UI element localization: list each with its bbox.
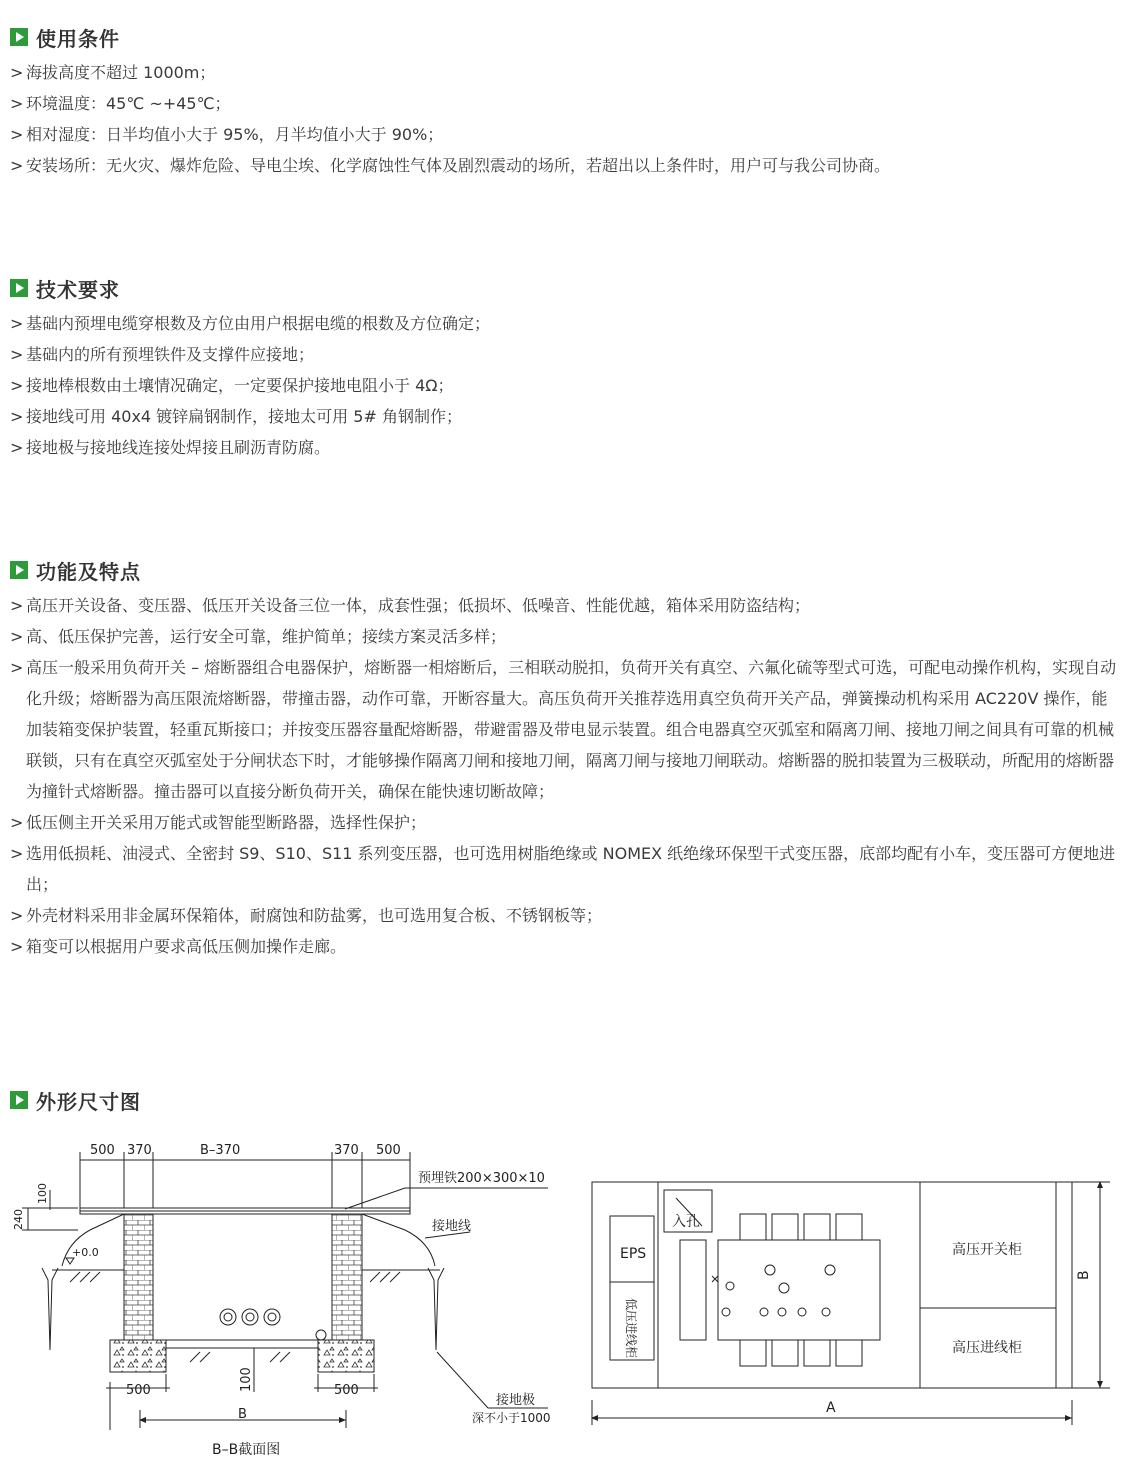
- list-item: [10, 621, 1123, 652]
- list-item: [10, 652, 1123, 807]
- list-item: [10, 807, 1123, 838]
- list-marker: >: [10, 156, 24, 175]
- list-item-text: 高压一般采用负荷开关 – 熔断器组合电器保护，熔断器一相熔断后，三相联动脱扣，负荷开关有真空、六氟化硫等型式可选，可配电动操作机构，实现自动化升级；熔断器为高压限流熔断器，带撞击器，动作可靠，开断容量大。高压负荷开关推荐选用真空负荷开关产品，弹簧操动机构采用 AC220V 操作，能加装箱变保护装置，轻重瓦斯接口；并按变压器容量配熔断器，带避雷器及带电显示装置。组合电器真空灭弧室和隔离刀闸、接地刀闸之间具有可靠的机械联锁，只有在真空灭弧室处于分闸状态下时，才能够操作隔离刀闸和接地刀闸，隔离刀闸与接地刀闸联动。熔断器的脱扣装置为三极联动，所配用的熔断器为撞针式熔断器。撞击器可以直接分断负荷开关，确保在能快速切断故障；: [26, 658, 1117, 801]
- dim-label: B: [238, 1407, 247, 1422]
- section-title: 技术要求: [36, 277, 120, 302]
- list-item-text: 相对湿度：日半均值小大于 95%，月半均值小大于 90%；: [26, 125, 444, 144]
- list-marker: >: [10, 63, 24, 82]
- features-list: [10, 590, 1123, 962]
- list-marker: >: [10, 844, 24, 863]
- list-item-text: 安装场所：无火灾、爆炸危险、导电尘埃、化学腐蚀性气体及剧烈震动的场所，若超出以上条件时，用户可与我公司协商。: [26, 156, 891, 175]
- list-item: [10, 432, 1123, 463]
- list-marker: >: [10, 94, 24, 113]
- list-marker: >: [10, 937, 24, 956]
- list-item-text: 海拔高度不超过 1000m；: [26, 63, 216, 82]
- section-features: [10, 555, 1123, 962]
- eps-label: EPS: [620, 1246, 647, 1262]
- section-title: 使用条件: [36, 26, 120, 51]
- section-header: [10, 22, 1123, 52]
- list-item: [10, 900, 1123, 931]
- dim-label: 370: [127, 1143, 152, 1158]
- hv-switch-label: 高压开关柜: [952, 1242, 1022, 1258]
- dim-label: 240: [12, 1209, 25, 1230]
- list-item-text: 接地棒根数由土壤情况确定，一定要保护接地电阻小于 4Ω；: [26, 376, 454, 395]
- play-arrow-icon: [10, 28, 28, 46]
- section-view: [22, 1152, 548, 1430]
- list-marker: >: [10, 125, 24, 144]
- dim-label: 500: [90, 1143, 115, 1158]
- list-marker: >: [10, 345, 24, 364]
- list-item: [10, 838, 1123, 900]
- section-conditions: [10, 22, 1123, 181]
- ground-electrode-label: 接地极: [496, 1393, 536, 1408]
- list-item: [10, 57, 1123, 88]
- dim-label: 500: [376, 1143, 401, 1158]
- list-item-text: 接地极与接地线连接处焊接且刷沥青防腐。: [26, 438, 331, 457]
- dim-label: 500: [126, 1383, 151, 1398]
- list-item-text: 选用低损耗、油浸式、全密封 S9、S10、S11 系列变压器，也可选用树脂绝缘或 NOMEX 纸绝缘环保型干式变压器，底部均配有小车，变压器可方便地进出；: [26, 844, 1116, 894]
- list-item: [10, 339, 1123, 370]
- list-item-text: 高压开关设备、变压器、低压开关设备三位一体，成套性强；低损坏、低噪音、性能优越，箱体采用防盗结构；: [26, 596, 811, 615]
- list-marker: >: [10, 627, 24, 646]
- list-item-text: 高、低压保护完善，运行安全可靠，维护简单；接续方案灵活多样；: [26, 627, 507, 646]
- section-view-labels: [12, 1143, 551, 1458]
- list-marker: >: [10, 906, 24, 925]
- dim-label: 500: [334, 1383, 359, 1398]
- electrode-depth-label: 深不小于1000: [472, 1411, 551, 1425]
- condition-list: [10, 57, 1123, 181]
- section-header: [10, 273, 1123, 303]
- list-marker: >: [10, 813, 24, 832]
- dim-label: 100: [36, 1183, 49, 1204]
- lv-incoming-label: 低压进线柜: [624, 1298, 638, 1359]
- dim-b-label: B: [1076, 1270, 1092, 1280]
- list-item-text: 低压侧主开关采用万能式或智能型断路器，选择性保护；: [26, 813, 427, 832]
- list-marker: >: [10, 658, 24, 677]
- list-marker: >: [10, 596, 24, 615]
- embedded-iron-label: 预埋铁200×300×10: [418, 1171, 545, 1186]
- list-item-text: 环境温度：45℃ ~+45℃；: [26, 94, 231, 113]
- list-item: [10, 931, 1123, 962]
- list-item-text: 接地线可用 40x4 镀锌扁钢制作，接地太可用 5# 角钢制作；: [26, 407, 462, 426]
- tech-list: [10, 308, 1123, 463]
- list-item: [10, 88, 1123, 119]
- list-item-text: 基础内的所有预埋铁件及支撑件应接地；: [26, 345, 315, 364]
- section-header: [10, 1085, 1123, 1115]
- play-arrow-icon: [10, 1091, 28, 1109]
- section-tech: [10, 273, 1123, 463]
- dim-label: B–370: [200, 1143, 241, 1158]
- play-arrow-icon: [10, 561, 28, 579]
- dim-label: 100: [239, 1367, 254, 1392]
- ground-wire-label: 接地线: [432, 1219, 472, 1234]
- list-item: [10, 370, 1123, 401]
- section-header: [10, 555, 1123, 585]
- list-item-text: 箱变可以根据用户要求高低压侧加操作走廊。: [26, 937, 347, 956]
- section-title: 功能及特点: [36, 559, 141, 584]
- dimension-figure: [0, 1130, 1133, 1467]
- list-item: [10, 590, 1123, 621]
- plan-view: [592, 1182, 1110, 1425]
- figure-caption: B–B截面图: [212, 1442, 281, 1458]
- level-mark: +0.0: [72, 1246, 99, 1259]
- list-marker: >: [10, 314, 24, 333]
- list-item-text: 外壳材料采用非金属环保箱体，耐腐蚀和防盐雾，也可选用复合板、不锈钢板等；: [26, 906, 603, 925]
- list-marker: >: [10, 376, 24, 395]
- section-title: 外形尺寸图: [36, 1089, 141, 1114]
- play-arrow-icon: [10, 279, 28, 297]
- list-item: [10, 308, 1123, 339]
- list-item: [10, 401, 1123, 432]
- hv-incoming-label: 高压进线柜: [952, 1340, 1022, 1356]
- list-marker: >: [10, 438, 24, 457]
- dim-label: 370: [334, 1143, 359, 1158]
- dim-a-label: A: [826, 1400, 836, 1416]
- list-marker: >: [10, 407, 24, 426]
- list-item-text: 基础内预埋电缆穿根数及方位由用户根据电缆的根数及方位确定；: [26, 314, 491, 333]
- section-dimensions: [10, 1085, 1123, 1115]
- manhole-label: 入孔: [672, 1214, 700, 1230]
- list-item: [10, 150, 1123, 181]
- dimension-drawing: [0, 1130, 1133, 1467]
- list-item: [10, 119, 1123, 150]
